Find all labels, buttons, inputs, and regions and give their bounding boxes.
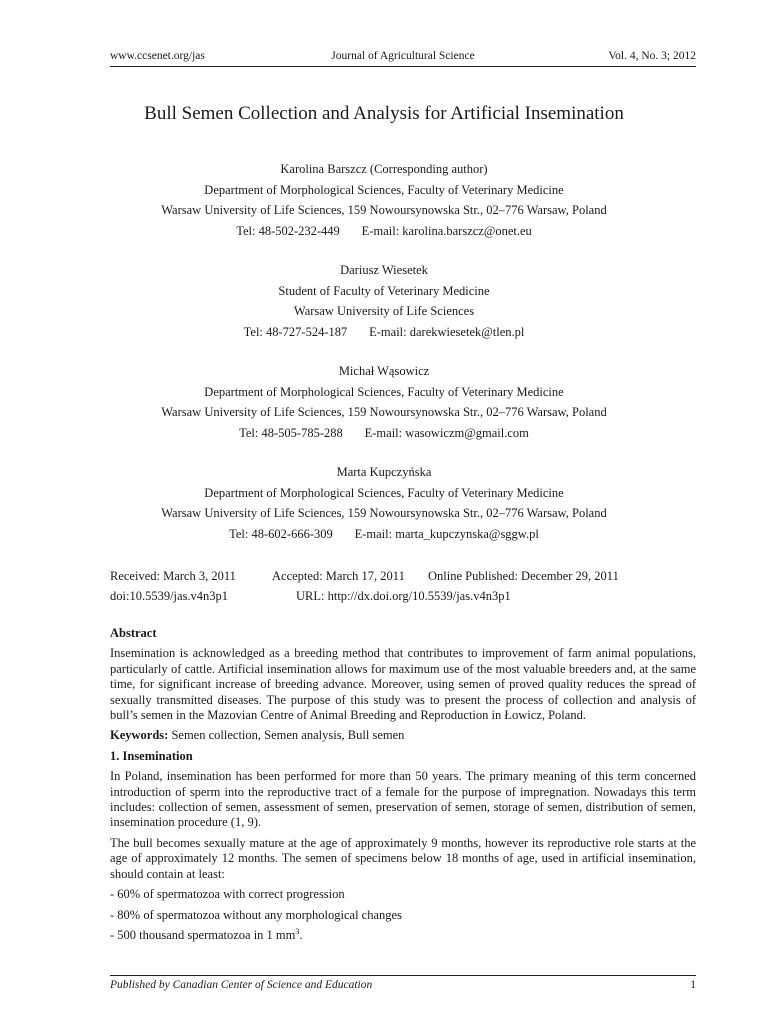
author-block-4 (60, 462, 708, 544)
author-affiliation: Warsaw University of Life Sciences, 159 Nowoursynowska Str., 02–776 Warsaw, Poland (161, 506, 607, 520)
author-name: Michał Wąsowicz (338, 364, 430, 378)
doi-url-link[interactable]: URL: http://dx.doi.org/10.5539/jas.v4n3p1 (296, 589, 511, 603)
author-department: Department of Morphological Sciences, Faculty of Veterinary Medicine (204, 182, 564, 197)
journal-url[interactable]: www.ccsenet.org/jas (110, 50, 205, 62)
author-contact: Tel: 48-505-785-288 E-mail: wasowiczm@gmail.com (239, 425, 529, 440)
paper-title: Bull Semen Collection and Analysis for Artificial Insemination (144, 103, 624, 124)
accepted-date: Accepted: March 17, 2011 (272, 569, 405, 583)
received-date: Received: March 3, 2011 (110, 569, 236, 583)
paragraph: In Poland, insemination has been performed for more than 50 years. The primary meaning of this term concerned introduction of sperm into the reproductive tract of a female for the purpose of impregnation. Nowadays this term includes: collection of semen, assessment of semen, preservation of semen, storage of semen, distribution of semen, insemination procedure (1, 9). (110, 769, 696, 830)
journal-name: Journal of Agricultural Science (331, 50, 475, 62)
list-item-end: . (299, 927, 303, 942)
author-affiliation: Warsaw University of Life Sciences, 159 Nowoursynowska Str., 02–776 Warsaw, Poland (161, 203, 607, 217)
paper-body (110, 626, 696, 948)
author-block-3 (60, 361, 708, 443)
keywords-list: Semen collection, Semen analysis, Bull semen (171, 728, 405, 743)
author-name: Karolina Barszcz (Corresponding author) (280, 162, 488, 176)
list-item: - 60% of spermatozoa with correct progression (110, 887, 345, 902)
superscript: 3 (295, 926, 300, 936)
abstract-heading: Abstract (110, 626, 157, 640)
author-department: Department of Morphological Sciences, Faculty of Veterinary Medicine (204, 384, 564, 399)
page-number: 1 (690, 979, 696, 991)
running-header (110, 50, 696, 67)
author-name: Dariusz Wiesetek (340, 263, 428, 277)
author-contact: Tel: 48-727-524-187 E-mail: darekwiesetek@tlen.pl (243, 324, 525, 339)
doi: doi:10.5539/jas.v4n3p1 (110, 589, 229, 603)
author-department: Student of Faculty of Veterinary Medicine (278, 283, 490, 298)
list-item: - 80% of spermatozoa without any morphological changes (110, 907, 402, 922)
online-published-date: Online Published: December 29, 2011 (428, 569, 619, 583)
publication-info (110, 566, 696, 606)
footer-rule (110, 975, 696, 977)
author-contact: Tel: 48-602-666-309 E-mail: marta_kupczynska@sggw.pl (229, 526, 539, 541)
abstract-text: Insemination is acknowledged as a breeding method that contributes to improvement of farm animal populations, particularly of cattle. Artificial insemination allows for maximum use of the most valuable breeders and, at the same time, for significant increase of breeding advance. Moreover, using semen of proved quality reduces the spread of sexually transmitted diseases. The purpose of this study was to present the process of collection and analysis of bull’s semen in the Mazovian Centre of Animal Breeding and Reproduction in Łowicz, Poland. (110, 646, 696, 723)
author-affiliation: Warsaw University of Life Sciences (293, 304, 475, 318)
author-name: Marta Kupczyńska (336, 465, 432, 479)
section-heading: 1. Insemination (110, 748, 193, 763)
list-item-text: - 500 thousand spermatozoa in 1 mm (110, 927, 296, 942)
keywords-label: Keywords: (110, 728, 169, 743)
publisher-footer: Published by Canadian Center of Science and Education (110, 979, 373, 991)
volume-issue: Vol. 4, No. 3; 2012 (608, 50, 696, 62)
author-block-1 (60, 159, 708, 241)
paragraph: The bull becomes sexually mature at the age of approximately 9 months, however its reproductive role starts at the age of approximately 12 months. The semen of specimens below 18 months of age, used in artificial insemination, should contain at least: (110, 835, 696, 881)
keywords-line (110, 728, 696, 743)
author-affiliation: Warsaw University of Life Sciences, 159 Nowoursynowska Str., 02–776 Warsaw, Poland (161, 405, 607, 419)
list-item (110, 928, 696, 943)
author-department: Department of Morphological Sciences, Faculty of Veterinary Medicine (204, 485, 564, 500)
author-contact: Tel: 48-502-232-449 E-mail: karolina.barszcz@onet.eu (236, 223, 532, 238)
author-block-2 (60, 260, 708, 342)
